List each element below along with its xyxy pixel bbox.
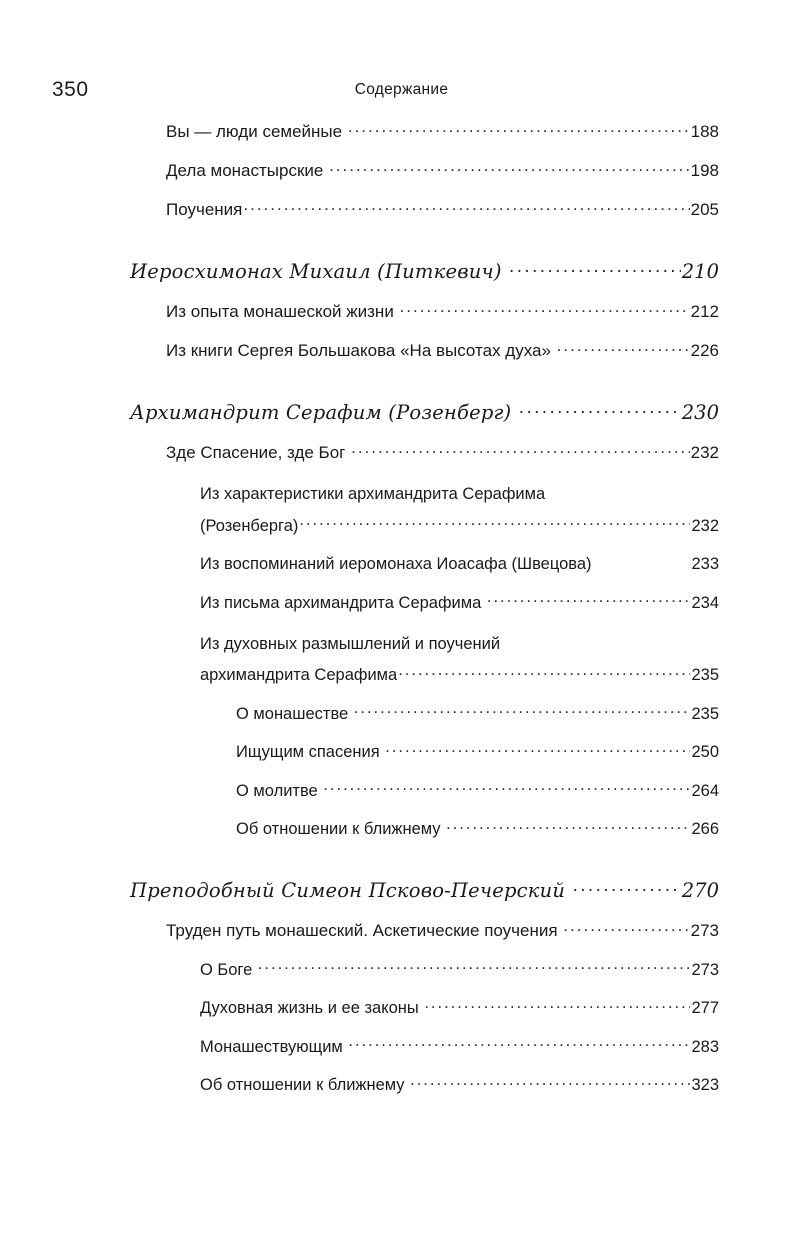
toc-entry-label: Труден путь монашеский. Аскетические поучения bbox=[166, 921, 563, 940]
toc-leader-dots bbox=[446, 818, 690, 835]
toc-leader-dots bbox=[299, 514, 690, 531]
toc-leader-dots bbox=[400, 300, 690, 317]
toc-entry-page: 232 bbox=[690, 443, 719, 462]
toc-entry-page: 264 bbox=[691, 781, 719, 800]
toc-entry-label: Зде Спасение, зде Бог bbox=[166, 443, 351, 462]
toc-entry-page: 232 bbox=[691, 516, 719, 535]
toc-leader-dots bbox=[243, 198, 689, 215]
toc-leader-dots bbox=[348, 120, 690, 137]
toc-leader-dots bbox=[354, 702, 691, 719]
toc-entry[interactable] bbox=[0, 818, 803, 840]
page-number: 350 bbox=[52, 78, 89, 101]
toc-entry-label: Дела монастырские bbox=[166, 161, 329, 180]
toc-entry-page: 273 bbox=[690, 921, 719, 940]
toc-entry[interactable] bbox=[0, 120, 803, 142]
toc-entry-label: Монашествующим bbox=[200, 1037, 348, 1056]
toc-leader-dots bbox=[323, 779, 690, 796]
toc-leader-dots bbox=[573, 881, 681, 897]
toc-entry-label: Из книги Сергея Большакова «На высотах духа» bbox=[166, 341, 556, 360]
toc-entry-page: 266 bbox=[691, 820, 719, 838]
toc-entry[interactable] bbox=[0, 339, 803, 361]
toc-entry-page: 250 bbox=[691, 743, 719, 761]
toc-entry[interactable] bbox=[0, 779, 803, 801]
toc-entry-page: 234 bbox=[691, 593, 719, 612]
toc-leader-dots bbox=[351, 441, 690, 458]
toc-entry[interactable] bbox=[0, 591, 803, 613]
toc-entry-page: 323 bbox=[691, 1076, 719, 1094]
toc-entry-label: Об отношении к ближнему bbox=[236, 820, 446, 838]
toc-entry-page: 283 bbox=[691, 1037, 719, 1056]
table-of-contents bbox=[0, 120, 803, 1095]
toc-entry-label: О Боге bbox=[200, 960, 257, 979]
toc-entry[interactable] bbox=[0, 300, 803, 322]
toc-leader-dots bbox=[563, 919, 689, 936]
toc-entry-page: 212 bbox=[690, 302, 719, 321]
toc-entry[interactable] bbox=[0, 260, 803, 283]
toc-leader-dots bbox=[519, 403, 681, 419]
toc-entry-label: Поучения bbox=[166, 200, 243, 219]
toc-entry-label: Из характеристики архимандрита Серафима bbox=[200, 485, 546, 503]
toc-entry-label: Из письма архимандрита Серафима bbox=[200, 593, 486, 612]
toc-leader-dots bbox=[329, 159, 690, 176]
toc-leader-dots bbox=[348, 1035, 690, 1052]
toc-entry[interactable] bbox=[0, 441, 803, 463]
toc-entry-page: 205 bbox=[690, 200, 719, 219]
toc-leader-dots bbox=[385, 741, 690, 758]
toc-entry-page: 233 bbox=[691, 555, 719, 573]
toc-entry[interactable] bbox=[0, 919, 803, 941]
toc-entry-label: Архимандрит Серафим (Розенберг) bbox=[130, 401, 518, 424]
toc-entry-page: 226 bbox=[690, 341, 719, 360]
toc-entry-label: Преподобный Симеон Псково-Печерский bbox=[130, 879, 572, 902]
toc-entry-label: Об отношении к ближнему bbox=[200, 1076, 410, 1094]
toc-leader-dots bbox=[410, 1074, 690, 1091]
toc-leader-dots bbox=[258, 958, 691, 975]
toc-leader-dots bbox=[424, 997, 690, 1014]
toc-entry[interactable] bbox=[0, 702, 803, 724]
toc-entry-label-continued: (Розенберга) bbox=[200, 516, 299, 535]
running-head bbox=[0, 78, 803, 104]
toc-entry[interactable] bbox=[0, 635, 803, 686]
toc-entry-label: Ищущим спасения bbox=[236, 743, 385, 761]
toc-entry-page: 235 bbox=[691, 704, 719, 723]
toc-leader-dots bbox=[487, 591, 691, 608]
toc-entry[interactable] bbox=[0, 879, 803, 902]
toc-entry-page: 270 bbox=[681, 879, 719, 902]
toc-entry-page: 198 bbox=[690, 161, 719, 180]
toc-entry[interactable] bbox=[0, 401, 803, 424]
running-head-title: Содержание bbox=[354, 81, 449, 98]
toc-entry-page: 210 bbox=[681, 260, 719, 283]
toc-entry-label: Духовная жизнь и ее законы bbox=[200, 999, 424, 1017]
toc-entry-label: О молитве bbox=[236, 781, 323, 800]
toc-entry[interactable] bbox=[0, 553, 803, 575]
toc-leader-dots bbox=[557, 339, 690, 356]
toc-entry-page: 188 bbox=[690, 122, 719, 141]
toc-entry-label: Из духовных размышлений и поучений bbox=[200, 634, 501, 653]
toc-entry-label-continued: архимандрита Серафима bbox=[200, 666, 398, 684]
toc-entry[interactable] bbox=[0, 997, 803, 1019]
toc-entry-page: 230 bbox=[681, 401, 719, 424]
toc-entry-page: 235 bbox=[691, 666, 719, 684]
toc-entry-label: Из воспоминаний иеромонаха Иоасафа (Швецова) bbox=[200, 555, 597, 573]
toc-entry-label: Вы — люди семейные bbox=[166, 122, 347, 141]
toc-entry-page: 277 bbox=[691, 999, 719, 1017]
toc-leader-dots bbox=[509, 262, 681, 278]
toc-entry-page: 273 bbox=[691, 960, 719, 979]
toc-entry-label: Из опыта монашеской жизни bbox=[166, 302, 399, 321]
toc-entry-label: О монашестве bbox=[236, 704, 353, 723]
toc-entry[interactable] bbox=[0, 741, 803, 763]
toc-entry[interactable] bbox=[0, 198, 803, 220]
toc-entry-label: Иеросхимонах Михаил (Питкевич) bbox=[130, 260, 509, 283]
toc-entry[interactable] bbox=[0, 958, 803, 980]
toc-entry[interactable] bbox=[0, 485, 803, 536]
toc-entry[interactable] bbox=[0, 159, 803, 181]
toc-entry[interactable] bbox=[0, 1074, 803, 1096]
toc-entry[interactable] bbox=[0, 1035, 803, 1057]
toc-leader-dots bbox=[398, 664, 690, 681]
